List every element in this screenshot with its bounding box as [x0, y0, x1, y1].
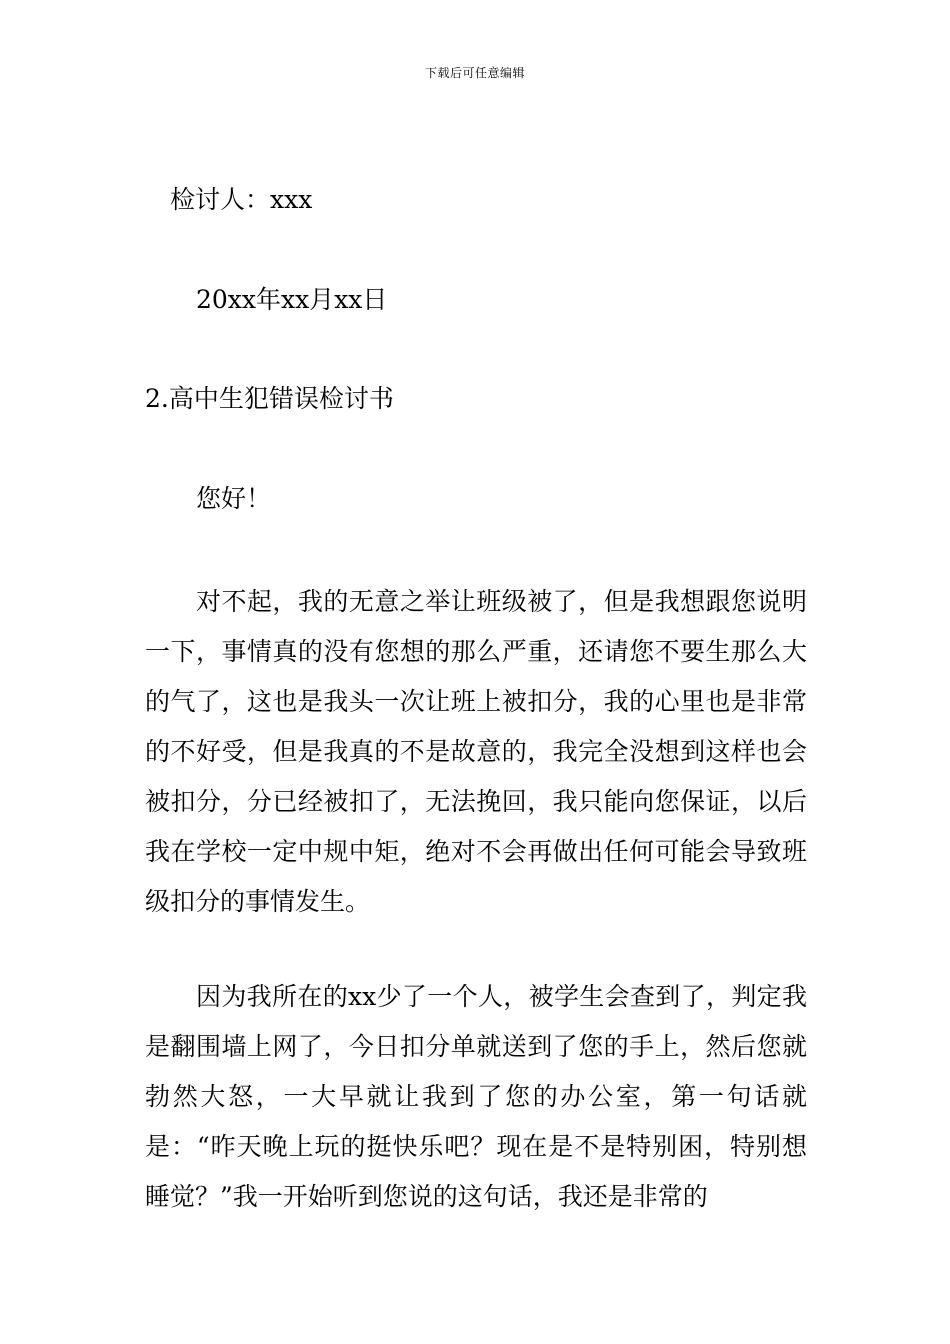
body-paragraph: 对不起，我的无意之举让班级被了，但是我想跟您说明一下，事情真的没有您想的那么严重，还请您不要生那么大的气了，这也是我头一次让班上被扣分，我的心里也是非常的不好受，但是我真的不是故意的，我完全没想到这样也会被扣分，分已经被扣了，无法挽回，我只能向您保证，以后我在学校一定中规中矩，绝对不会再做出任何可能会导致班级扣分的事情发生。 [145, 587, 807, 916]
page-header-note: 下载后可任意编辑 [424, 66, 525, 80]
signer-line: 检讨人：xxx [170, 185, 313, 214]
greeting: 您好！ [196, 484, 272, 513]
date-line: 20xx年xx月xx日 [196, 285, 388, 314]
section-title: 2.高中生犯错误检讨书 [145, 384, 394, 413]
body-paragraph: 因为我所在的xx少了一个人，被学生会查到了，判定我是翻围墙上网了，今日扣分单就送到了您的手上，然后您就勃然大怒，一大早就让我到了您的办公室，第一句话就是：“昨天晚上玩的挺快乐吧？现在是不是特别困，特别想睡觉？”我一开始听到您说的这句话，我还是非常的 [145, 982, 807, 1211]
